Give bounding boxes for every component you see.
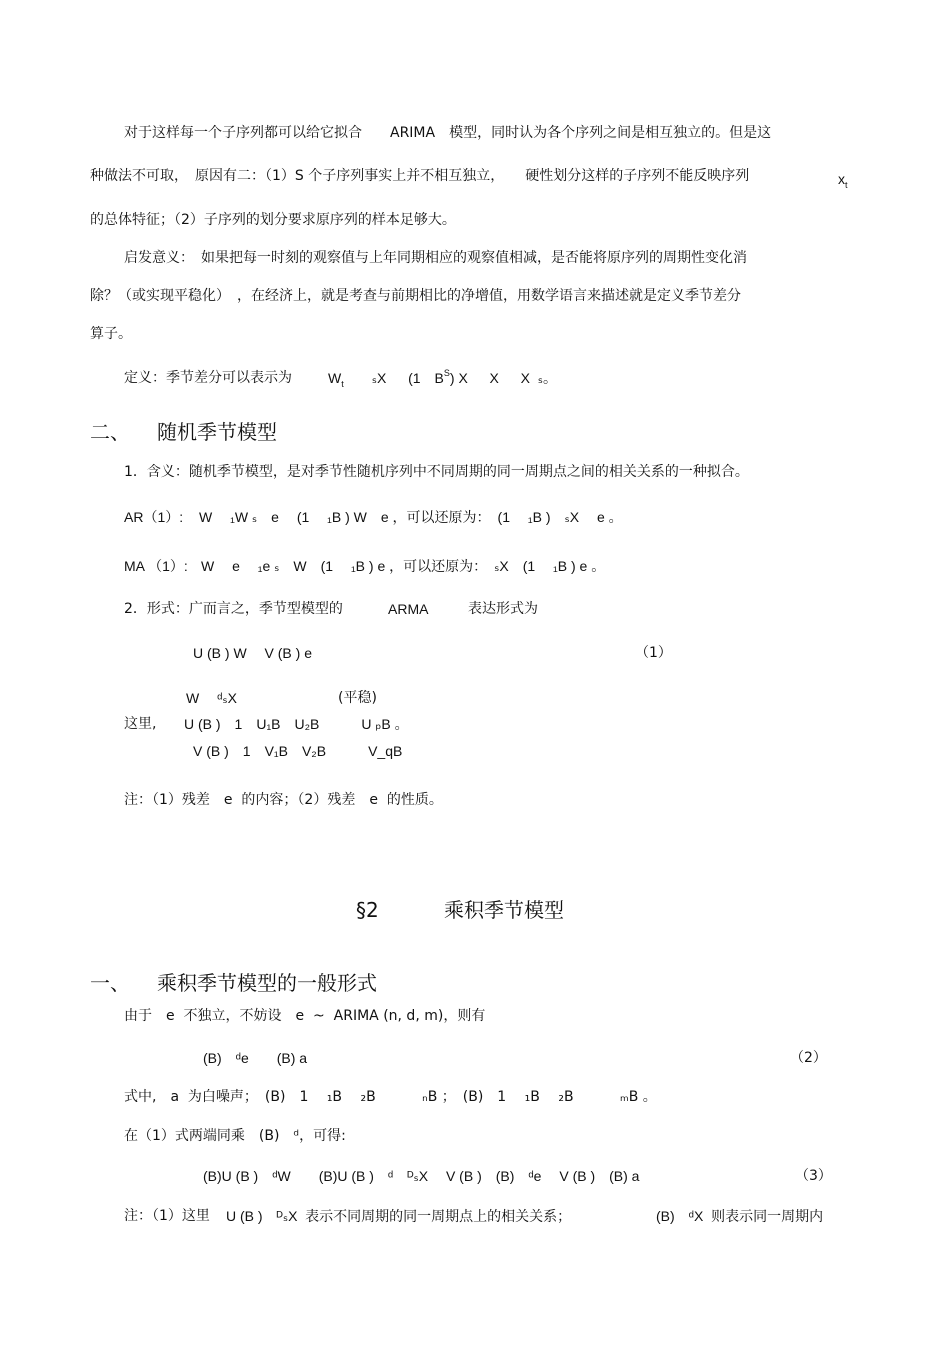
chapter-symbol: §2 [356, 898, 379, 922]
ma-formula: W e ₁e ₛ W (1 ₁B ) e ，可以还原为： ₛX (1 ₁B ) e 。 [201, 558, 606, 574]
equation-3: (B)U (B ) ᵈW (B)U (B ) ᵈ ᴰₛX V (B ) (B) ᵈe V (B ) (B) a [203, 1168, 640, 1184]
definition-label: 定义：季节差分可以表示为 [124, 370, 292, 386]
u-definition: U (B ) 1 U₁B U₂B U ₚB 。 [184, 716, 409, 732]
section2-item2-pre: 2．形式：广而言之，季节型模型的 [124, 601, 343, 617]
section1-intro: 由于 e 不独立，不妨设 e ~ ARIMA (n, d, m)，则有 [124, 1008, 486, 1024]
section1-note-mid: U (B ) ᴰₛX 表示不同周期的同一周期点上的相关关系； [226, 1208, 572, 1224]
section2-title: 随机季节模型 [157, 420, 277, 444]
para2-line1: 启发意义： 如果把每一时刻的观察值与上年同期相应的观察值相减，是否能将原序列的周期性变化消 [124, 250, 747, 266]
ma-label: MA （1）: [124, 558, 188, 574]
section1-where: 式中, a 为白噪声； (B) 1 ₁B ₂B ₙB ； (B) 1 ₁B ₂B ₘB 。 [124, 1089, 657, 1105]
para1-line1: 对于这样每一个子序列都可以给它拟合 ARIMA 模型，同时认为各个序列之间是相互独立的。但是这 [124, 125, 772, 141]
equation-2: (B) ᵈe (B) a [203, 1050, 308, 1066]
w-definition: W ᵈₛX [186, 690, 237, 706]
section2-item2-post: 表达形式为 [468, 601, 538, 617]
equation-1-number: （1） [635, 645, 672, 661]
para2-line2: 除？（或实现平稳化） ，在经济上，就是考查与前期相比的净增值，用数学语言来描述就是定义季节差分 [90, 288, 741, 304]
section2-number: 二、 [90, 420, 130, 444]
section2-note: 注：（1）残差 e 的内容；（2）残差 e 的性质。 [124, 792, 443, 808]
equation-2-number: （2） [790, 1050, 827, 1066]
ar-formula: W ₁W ₛ e (1 ₁B ) W e ，可以还原为： (1 ₁B ) ₛX e 。 [199, 509, 623, 525]
para2-line3: 算子。 [90, 326, 132, 342]
section1-title: 乘积季节模型的一般形式 [157, 971, 377, 995]
para1-line2: 种做法不可取， 原因有二：（1）S 个子序列事实上并不相互独立， 硬性划分这样的子序列不能反映序列 [90, 168, 750, 184]
para1-line2-var: $x_t$ [838, 171, 848, 190]
section2-item2-arma: ARMA [388, 601, 429, 617]
chapter-title: 乘积季节模型 [444, 898, 564, 922]
para1-line3: 的总体特征；（2）子序列的划分要求原序列的样本足够大。 [90, 212, 456, 228]
section1-note-pre: 注：（1）这里 [124, 1208, 210, 1224]
equation-3-number: （3） [795, 1168, 832, 1184]
definition-formula: $W_t$ ₛX (1 $B^S$) X X X ₛ。 [328, 368, 558, 389]
section2-item1: 1．含义：随机季节模型，是对季节性随机序列中不同周期的同一周期点之间的相关关系的一种拟合。 [124, 464, 749, 480]
section1-number: 一、 [90, 971, 130, 995]
w-definition-note: (平稳) [338, 690, 377, 706]
section1-multiply: 在（1）式两端同乘 (B) ᵈ，可得: [124, 1128, 346, 1144]
equation-1: U (B ) W V (B ) e [193, 645, 312, 661]
ar-label: AR（1）: [124, 509, 184, 525]
section1-note-post: (B) ᵈX 则表示同一周期内 [656, 1208, 824, 1224]
where-label: 这里, [124, 716, 157, 732]
v-definition: V (B ) 1 V₁B V₂B V_qB [193, 743, 403, 759]
